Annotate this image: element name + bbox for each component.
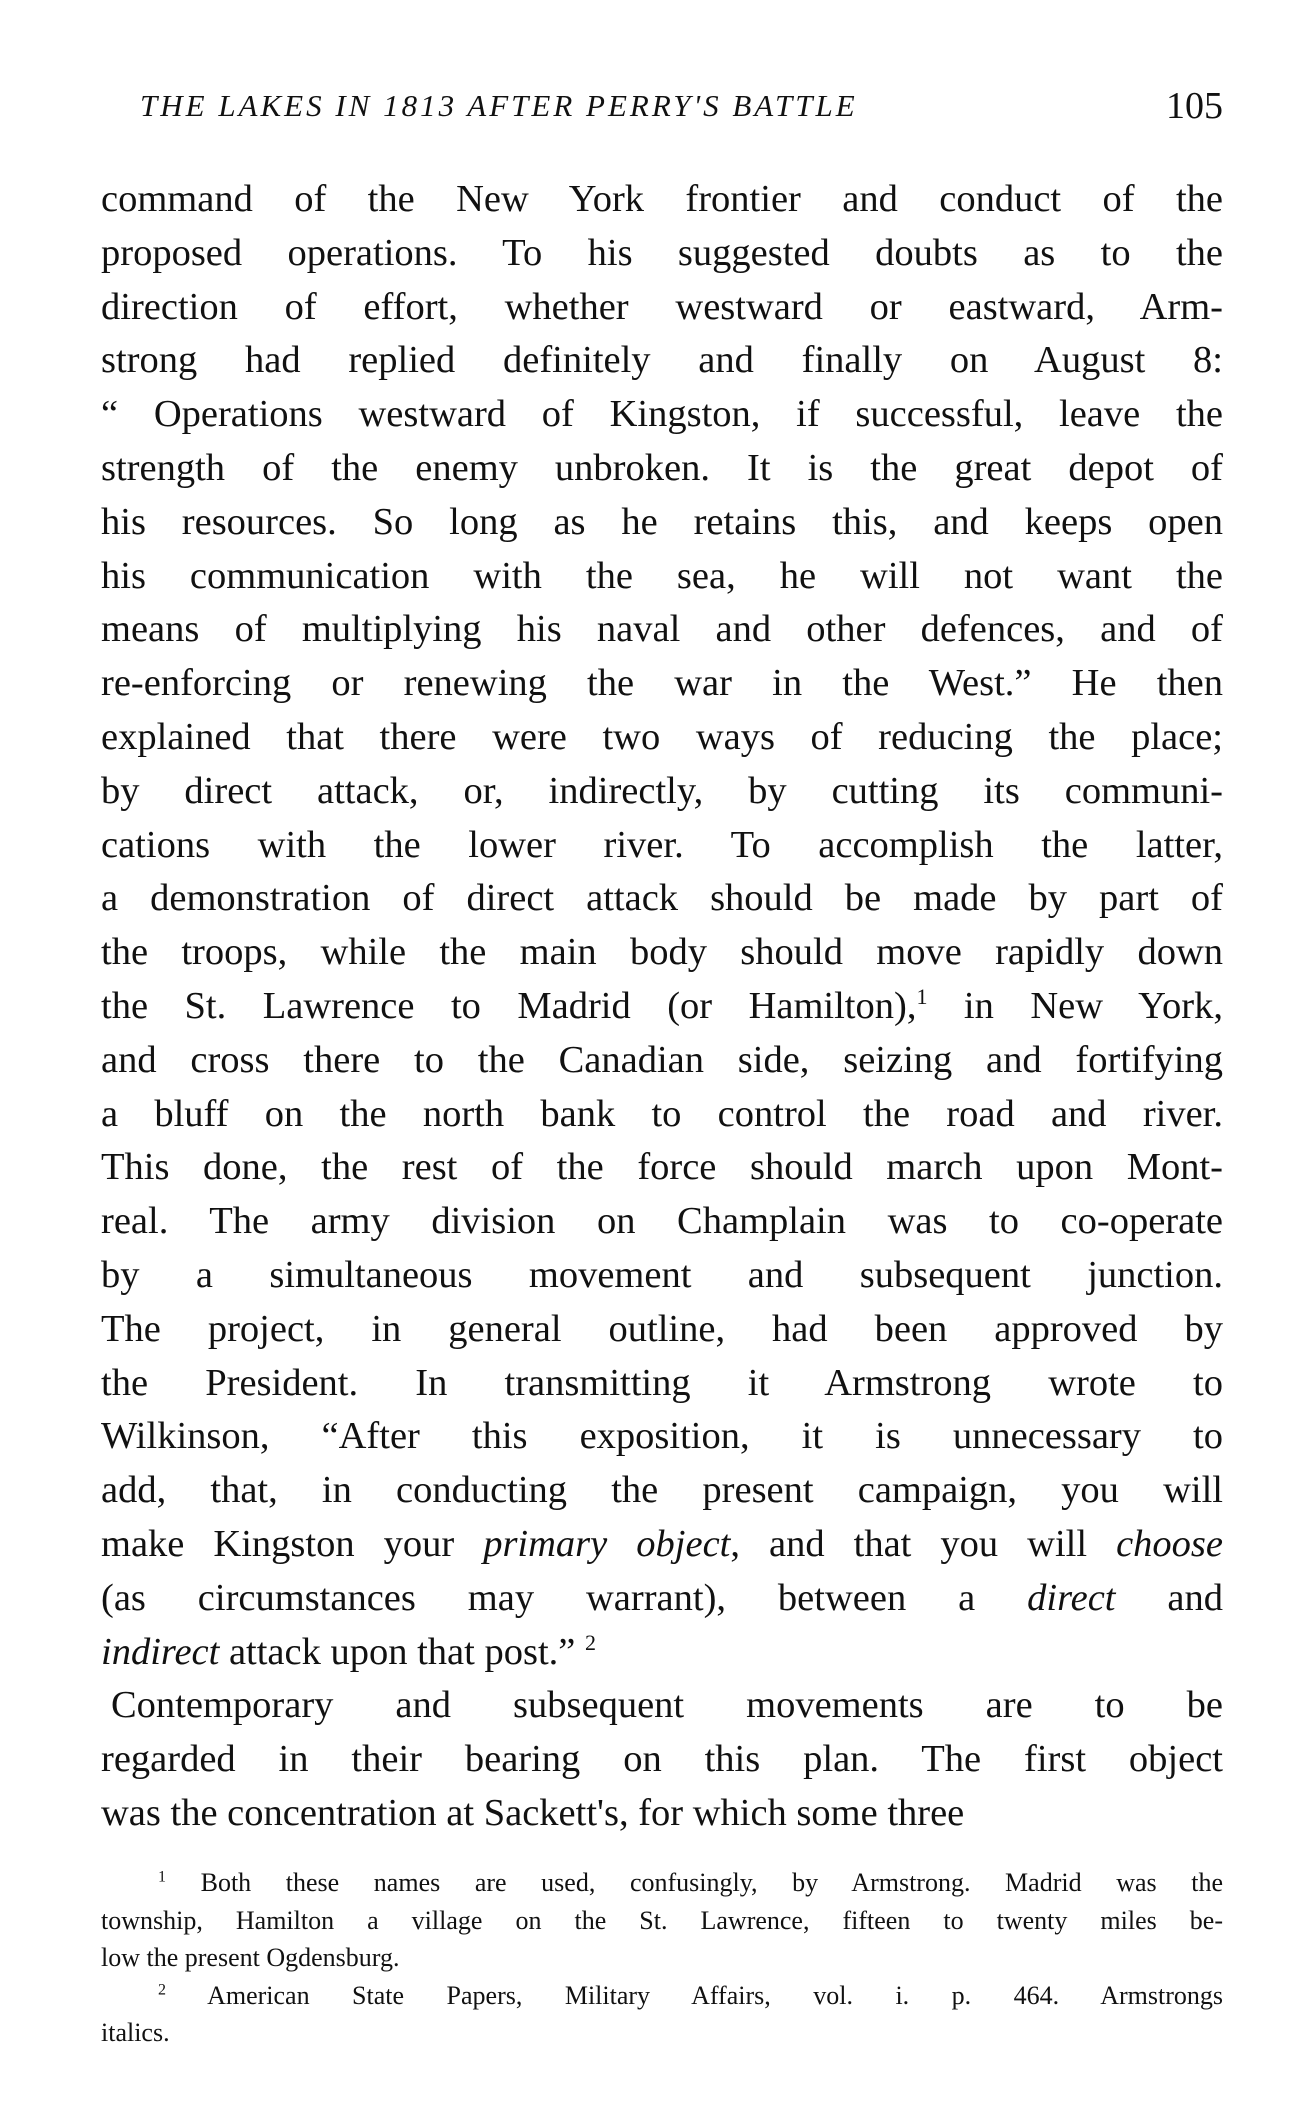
text-segment: regarded in their bearing on this plan. The first object bbox=[101, 1738, 1223, 1781]
footnote-line bbox=[101, 1864, 1223, 1902]
text-line bbox=[101, 1464, 1223, 1518]
text-segment: and cross there to the Canadian side, seizing and fortifying bbox=[101, 1038, 1223, 1081]
text-line bbox=[101, 1410, 1223, 1464]
text-segment: Contemporary and subsequent movements are to be bbox=[111, 1684, 1223, 1727]
text-segment: strong had replied definitely and finally on August 8: bbox=[101, 339, 1223, 382]
italic-text: direct bbox=[1027, 1576, 1116, 1619]
text-line bbox=[101, 1303, 1223, 1357]
footnote-mark: 1 bbox=[158, 1868, 166, 1886]
text-segment: by direct attack, or, indirectly, by cutting its communi- bbox=[101, 769, 1223, 812]
text-segment: direction of effort, whether westward or eastward, Arm- bbox=[101, 285, 1223, 328]
text-line bbox=[101, 550, 1223, 604]
text-segment: re-enforcing or renewing the war in the West.” He then bbox=[101, 662, 1223, 705]
text-segment: in New York, bbox=[927, 984, 1224, 1027]
running-title: THE LAKES IN 1813 AFTER PERRY'S BATTLE bbox=[140, 88, 858, 123]
text-segment: add, that, in conducting the present campaign, you will bbox=[101, 1469, 1223, 1512]
text-segment: the St. Lawrence to Madrid (or Hamilton), bbox=[101, 984, 917, 1027]
footnote-mark: 2 bbox=[158, 1980, 166, 1998]
text-segment: Wilkinson, “After this exposition, it is unnecessary to bbox=[101, 1415, 1223, 1458]
footnotes bbox=[101, 1864, 1223, 2052]
footnote-line bbox=[101, 1939, 1223, 1977]
footnote-line bbox=[101, 1902, 1223, 1940]
text-segment: the President. In transmitting it Armstrong wrote to bbox=[101, 1361, 1223, 1404]
text-line bbox=[101, 227, 1223, 281]
text-line bbox=[101, 1518, 1223, 1572]
text-segment: means of multiplying his naval and other defences, and of bbox=[101, 608, 1223, 651]
text-segment: command of the New York frontier and conduct of the bbox=[101, 178, 1223, 220]
running-header bbox=[140, 84, 1223, 134]
text-line bbox=[101, 442, 1223, 496]
text-line bbox=[101, 334, 1223, 388]
italic-text: choose bbox=[1116, 1522, 1223, 1565]
text-segment: This done, the rest of the force should march upon Mont- bbox=[101, 1146, 1223, 1189]
text-segment: his communication with the sea, he will not want the bbox=[101, 554, 1223, 597]
text-line bbox=[101, 1141, 1223, 1195]
footnote-text: township, Hamilton a village on the St. Lawrence, fifteen to twenty miles be- bbox=[101, 1905, 1223, 1935]
text-segment: real. The army division on Champlain was to co-operate bbox=[101, 1200, 1223, 1243]
text-segment: strength of the enemy unbroken. It is the great depot of bbox=[101, 446, 1223, 489]
italic-text: primary object bbox=[483, 1522, 731, 1565]
text-line bbox=[101, 1249, 1223, 1303]
text-line bbox=[101, 173, 1223, 227]
footnote-text: Both these names are used, confusingly, by Armstrong. Madrid was the bbox=[200, 1868, 1224, 1897]
text-line bbox=[101, 711, 1223, 765]
text-line bbox=[101, 1679, 1223, 1733]
text-line bbox=[101, 1195, 1223, 1249]
text-line bbox=[101, 281, 1223, 335]
text-segment: proposed operations. To his suggested doubts as to the bbox=[101, 231, 1223, 274]
text-line bbox=[101, 1572, 1223, 1626]
footnote-line bbox=[101, 1977, 1223, 2015]
text-segment: “ Operations westward of Kingston, if successful, leave the bbox=[101, 393, 1223, 436]
text-segment: cations with the lower river. To accomplish the latter, bbox=[101, 823, 1223, 866]
text-line bbox=[101, 1787, 1223, 1841]
text-line bbox=[101, 1733, 1223, 1787]
text-segment: was the concentration at Sackett's, for which some three bbox=[101, 1791, 965, 1834]
footnote-text: American State Papers, Military Affairs, vol. i. p. 464. Armstrongs bbox=[207, 1980, 1223, 2010]
footnote-ref: 2 bbox=[584, 1629, 596, 1655]
text-segment: , and that you will bbox=[730, 1522, 1117, 1565]
body-text bbox=[101, 173, 1223, 1841]
footnote-text: italics. bbox=[101, 2018, 170, 2047]
text-segment: by a simultaneous movement and subsequent junction. bbox=[101, 1253, 1223, 1296]
text-segment: explained that there were two ways of reducing the place; bbox=[101, 715, 1223, 758]
text-line bbox=[101, 388, 1223, 442]
page-number: 105 bbox=[1166, 85, 1223, 127]
text-segment: attack upon that post.” bbox=[219, 1630, 585, 1673]
text-line bbox=[101, 603, 1223, 657]
text-segment: (as circumstances may warrant), between a bbox=[101, 1576, 1028, 1619]
text-segment: a demonstration of direct attack should be made by part of bbox=[101, 877, 1223, 920]
text-segment: the troops, while the main body should move rapidly down bbox=[101, 931, 1223, 974]
text-segment: a bluff on the north bank to control the road and river. bbox=[101, 1092, 1223, 1135]
text-line bbox=[101, 765, 1223, 819]
footnote-line bbox=[101, 2014, 1223, 2052]
text-line bbox=[101, 1357, 1223, 1411]
text-line bbox=[101, 872, 1223, 926]
text-line bbox=[101, 1088, 1223, 1142]
text-line bbox=[101, 1034, 1223, 1088]
text-segment: and bbox=[1115, 1576, 1224, 1619]
text-line bbox=[101, 1626, 1223, 1680]
footnote-text: low the present Ogdensburg. bbox=[101, 1943, 400, 1972]
footnote-ref: 1 bbox=[916, 984, 928, 1010]
italic-text: indirect bbox=[101, 1630, 220, 1673]
text-line bbox=[101, 980, 1223, 1034]
text-line bbox=[101, 819, 1223, 873]
text-segment: his resources. So long as he retains this, and keeps open bbox=[101, 500, 1223, 543]
text-segment: The project, in general outline, had been approved by bbox=[101, 1307, 1223, 1350]
text-line bbox=[101, 926, 1223, 980]
text-line bbox=[101, 496, 1223, 550]
text-line bbox=[101, 657, 1223, 711]
text-segment: make Kingston your bbox=[101, 1522, 484, 1565]
